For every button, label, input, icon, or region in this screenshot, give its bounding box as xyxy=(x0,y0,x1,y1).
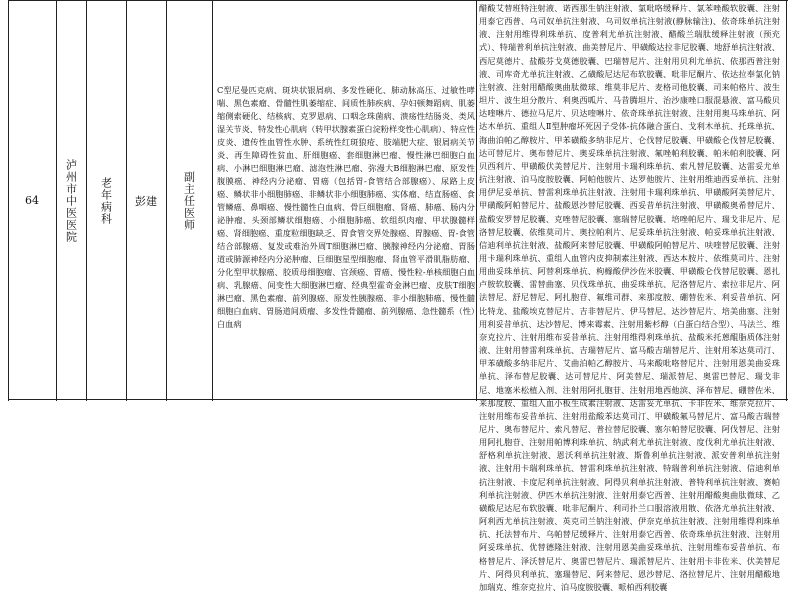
row-index: 64 xyxy=(25,194,39,207)
column-divider xyxy=(212,0,213,401)
doctor-name: 彭建 xyxy=(135,194,157,208)
column-divider xyxy=(476,0,477,401)
institution-name: 泸州市中医医院 xyxy=(64,158,78,243)
column-divider xyxy=(786,0,787,401)
department-cell xyxy=(86,0,126,401)
doctor-cell xyxy=(126,0,166,401)
drug-list-text: 醋酸艾替班特注射液、诺西那生钠注射液、氯吡咯缓释片、氯苯唑酸软胶囊、注射用泰它西普、乌司奴单抗注射液、乌司奴单抗注射液(静脉输注)、依奇珠单抗注射液、注射用维得利珠单抗、度普利尤单抗注射液、醋酸兰瑞肽缓释注射液（预充式）、特瑞普利单抗注射液、曲美替尼片、甲磺酸达拉非尼胶囊、地舒单抗注射液、西尼莫德片、盐酸芬戈莫德胶囊、巴瑞替尼片、注射用贝利尤单抗、依那西普注射液、司库奇尤单抗注射液、乙磺酸尼达尼布软胶囊、吡非尼酮片、依达拉奉氯化钠注射液、注射用醋酸奥曲肽微球、维莫非尼片、麦格司他胶囊、司来帕格片、波生坦片、波生坦分散片、利奥西呱片、马昔腾坦片、治沙康唑口服混悬液、富马酸贝达喹啉片、德拉马尼片、贝达喹啉片、依奇珠单抗注射液、注射用奥马珠单抗、阿达木单抗、重组人Ⅱ型肿瘤坏死因子受体-抗体融合蛋白、戈利木单抗、托珠单抗、海曲泊帕乙醇胺片、甲苯磺酸多纳非尼片、仑伐替尼胶囊、甲磺酸仑伐替尼胶囊、达可替尼片、奥布替尼片、奥妥珠单抗注射液、氟唑帕利胶囊、帕米帕利胶囊、阿贝西利片、甲磺酸伏美替尼片、注射用卡瑞利珠单抗、索凡替尼胶囊、达雷妥尤单抗注射液、泊马度胺胶囊、阿帕他胺片、达罗他胺片、注射用维迪西妥单抗、注射用伊尼妥单抗、替雷利珠单抗注射液、注射用卡瑞利珠单抗、甲磺酸阿美替尼片、甲磺酸阿帕替尼片、盐酸恩沙替尼胶囊、西妥昔单抗注射液、甲磺酸奥希替尼片、盐酸安罗替尼胶囊、克唑替尼胶囊、塞瑞替尼胶囊、培唑帕尼片、瑞戈非尼片、尼洛替尼胶囊、依维莫司片、奥拉帕利片、尼妥珠单抗注射液、帕妥珠单抗注射液、信迪利单抗注射液、盐酸阿来替尼胶囊、甲磺酸阿帕替尼片、呋喹替尼胶囊、注射用卡瑞利珠单抗、重组人血管内皮抑制素注射液、西达本胺片、依维莫司片、注射用曲妥珠单抗、阿替利珠单抗、枸橼酸伊沙佐米胶囊、甲磺酸仑伐替尼胶囊、恩扎卢胺软胶囊、雷替曲塞、贝伐珠单抗、曲妥珠单抗、尼洛替尼片、索拉非尼片、阿法替尼、舒尼替尼、阿扎胞苷、氟维司群、来那度胺、硼替佐米、利妥昔单抗、阿比特龙、盐酸埃克替尼片、吉非替尼片、伊马替尼、达沙替尼片、培美曲塞、注射用利妥昔单抗、达沙替尼、博来霉素、注射用紫杉醇（白蛋白结合型）、马法兰、维奈克拉片、注射用维布妥昔单抗、注射用维得利珠单抗、盐酸米托蒽醌脂质体注射液、注射用替雷利珠单抗、吉瑞替尼片、富马酸吉瑞替尼片、注射用苯达莫司汀、甲苯磺酸多纳非尼片、艾曲泊帕乙醇胺片、马来酸吡咯替尼片、注射用恩美曲妥珠单抗、泽布替尼胶囊、达可替尼片、阿美替尼、瑞派替尼、奥雷巴替尼、瑞戈非尼、地塞米松植入剂、注射用阿扎胞苷、注射用地西他滨、泽布替尼、硼替佐米、来那度胺、重组人血小板生成素注射液、达雷妥尤单抗、卡非佐米、维奈克拉片、注射用维布妥昔单抗、注射用盐酸苯达莫司汀、甲磺酸氟马替尼片、富马酸吉瑞替尼片、奥布替尼片、索凡替尼、普拉替尼胶囊、塞尔帕替尼胶囊、阿伐替尼、注射用阿扎胞苷、注射用帕博利珠单抗、纳武利尤单抗注射液、度伐利尤单抗注射液、舒格利单抗注射液、恩沃利单抗注射液、斯鲁利单抗注射液、派安普利单抗注射液、注射用卡瑞利珠单抗、替雷利珠单抗注射液、特瑞普利单抗注射液、信迪利单抗注射液、卡度尼利单抗注射液、阿得贝利单抗注射液、普特利单抗注射液、赛帕利单抗注射液、伊匹木单抗注射液、注射用泰它西普、注射用醋酸奥曲肽微球、乙磺酸尼达尼布软胶囊、吡非尼酮片、利司扑兰口服溶液用散、依洛尤单抗注射液、阿利西尤单抗注射液、英克司兰钠注射液、伊奈克单抗注射液、注射用维得利珠单抗、托法替布片、乌帕替尼缓释片、注射用泰它西普、依奇珠单抗注射液、注射用阿妥珠单抗、优替德隆注射液、注射用恩美曲妥珠单抗、注射用维布妥昔单抗、布格替尼片、泽沃替尼片、奥雷巴替尼片、瑞派替尼片、注射用卡非佐米、伏美替尼片、阿得贝利单抗、塞瑞替尼、阿来替尼、恩沙替尼、洛拉替尼片、注射用醋酸地加瑞克、维奈克拉片、泊马度胺胶囊、哌柏西利胶囊 xyxy=(479,3,780,592)
doctor-title: 副主任医师 xyxy=(182,170,196,231)
title-cell xyxy=(166,0,212,401)
institution-cell xyxy=(56,0,86,401)
department-name: 老年病科 xyxy=(99,176,113,225)
indication-scope-text: C型尼曼匹克病、斑块状银屑病、多发性硬化、肺动脉高压、过敏性哮喘、黑色素瘤、骨髓性肌萎缩症、间质性肺疾病、孕妇顿舞蹈病、肌萎缩侧索硬化、结核病、克罗恩病、口咽念珠菌病、溃疡性结肠炎、类风湿关节炎、特发性心肌病（转甲状腺素蛋白淀粉样变性心肌病）、特应性皮炎、遗传性血管性水肿、系统性红斑狼疮、肢端肥大症、银屑病关节炎、再生障碍性贫血、肝细胞癌、套细胞淋巴瘤、慢性淋巴细胞白血病、小淋巴细胞淋巴瘤、滤泡性淋巴瘤、弥漫大B细胞淋巴瘤、原发性腹膜癌、神经内分泌瘤、胃癌（包括胃-食管结合部腺癌）、尿路上皮癌、鳞状非小细胞肺癌、非鳞状非小细胞肺癌、实体瘤、结直肠癌、食管鳞癌、鼻咽癌、慢性髓性白血病、骨巨细胞瘤、肾癌、肺癌、肠内分泌肿瘤、头颈部鳞状细胞癌、小细胞肺癌、软组织肉瘤、甲状腺髓样癌、肾细胞癌、重度粒细胞缺乏、胃食管交界处腺癌、胃腺癌、胃-食管结合部腺癌、复发或难治外周T细胞淋巴瘤、胰腺神经内分泌瘤、胃肠道或肺源神经内分泌肿瘤、巨细胞星型细胞瘤、肾血管平滑肌脂肪瘤、分化型甲状腺癌、胶质母细胞瘤、宫颈癌、胃癌、慢性粒-单核细胞白血病、乳腺癌、间变性大细胞淋巴瘤、经典型霍奇金淋巴瘤、皮肤T细胞淋巴瘤、黑色素瘤、前列腺癌、原发性胰腺癌、非小细胞肺癌、慢性髓细胞白血病、胃肠道间质瘤、多发性骨髓瘤、前列腺癌、急性髓系（性）白血病 xyxy=(217,85,475,329)
